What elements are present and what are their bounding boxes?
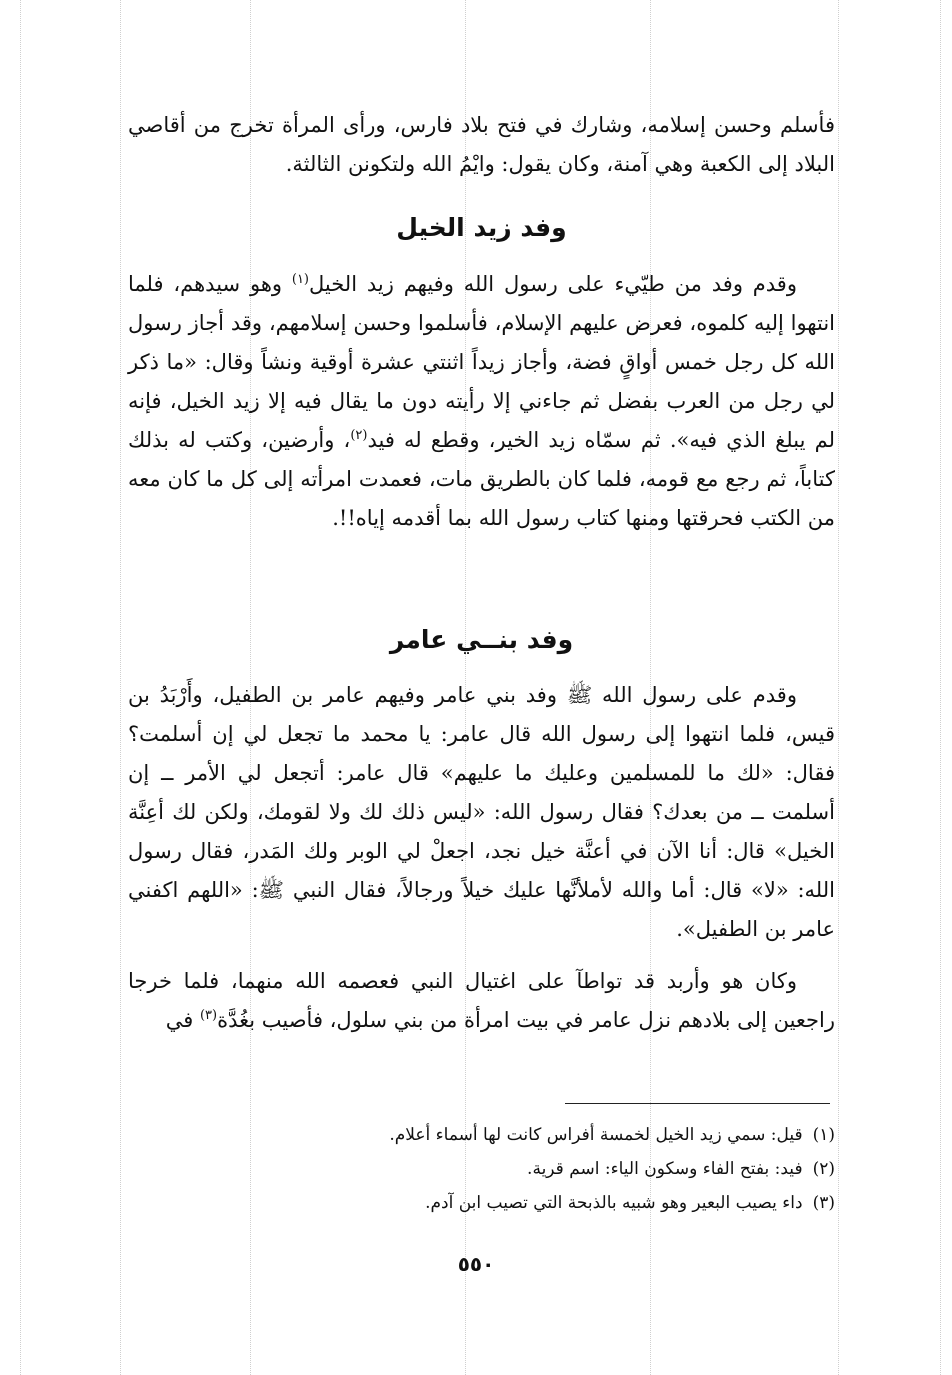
section2-text-b: في bbox=[165, 1008, 200, 1032]
dotted-guide-line bbox=[838, 0, 839, 1375]
dotted-guide-line bbox=[940, 0, 941, 1375]
footnote-ref-2: (٢) bbox=[350, 428, 368, 443]
footnote-3 bbox=[128, 1186, 835, 1220]
dotted-guide-line bbox=[120, 0, 121, 1375]
footnote-separator bbox=[565, 1103, 830, 1104]
footnote-1 bbox=[128, 1118, 835, 1152]
dotted-guide-line bbox=[20, 0, 21, 1375]
section1-paragraph bbox=[128, 265, 835, 538]
page-number: ٥٥٠ bbox=[457, 1252, 495, 1276]
section1-body bbox=[128, 265, 835, 538]
footnote-number: (٣) bbox=[812, 1193, 835, 1213]
footnote-ref-1: (١) bbox=[291, 272, 309, 287]
intro-paragraph: فأسلم وحسن إسلامه، وشارك في فتح بلاد فارس، ورأى المرأة تخرج من أقاصي البلاد إلى الكعبة وهي آمنة، وكان يقول: وايْمُ الله ولتكونن الثالثة. bbox=[128, 113, 835, 176]
footnotes bbox=[128, 1118, 835, 1220]
section1-text-a: وقدم وفد من طيّيء على رسول الله وفيهم زيد الخيل bbox=[309, 272, 797, 296]
footnote-text: قيل: سمي زيد الخيل لخمسة أفراس كانت لها أسماء أعلام. bbox=[389, 1125, 803, 1145]
footnote-number: (٢) bbox=[812, 1159, 835, 1179]
section1-text-b: وهو سيدهم، فلما انتهوا إليه كلموه، فعرض عليهم الإسلام، فأسلموا وحسن إسلامهم، وقد أجاز رسول الله كل رجل خمس أواقٍ فضة، وأجاز زيداً اثنتي عشرة أوقية ونشاً وقال: «ما ذكر لي رجل من العرب بفضل ثم جاءني إلا رأيته دون ما يقال فيه إلا زيد الخيل، فإنه لم يبلغ الذي فيه». ثم سمّاه زيد الخير، وقطع له فيد bbox=[128, 272, 835, 452]
section2-paragraph-2 bbox=[128, 962, 835, 1040]
footnote-text: فيد: بفتح الفاء وسكون الياء: اسم قرية. bbox=[527, 1159, 803, 1179]
footnote-ref-3: (٣) bbox=[199, 1008, 218, 1023]
section-heading-zaid-al-khayl: وفد زيد الخيل bbox=[396, 213, 567, 242]
section1-text-c: ، وأرضين، وكتب له بذلك كتاباً، ثم رجع مع قومه، فلما كان بالطريق مات، فعمدت امرأته إلى كل ما كان معه من الكتب فحرقتها ومنها كتاب رسول الله بما أقدمه إياه!!. bbox=[128, 428, 835, 530]
footnote-number: (١) bbox=[812, 1125, 835, 1145]
intro-paragraph-block bbox=[128, 106, 835, 184]
footnote-2 bbox=[128, 1152, 835, 1186]
footnote-text: داء يصيب البعير وهو شبيه بالذبحة التي تصيب ابن آدم. bbox=[425, 1193, 803, 1213]
section2-paragraph-1: وقدم على رسول الله ﷺ وفد بني عامر وفيهم عامر بن الطفيل، وأَرْبَدُ بن قيس، فلما انتهوا إلى رسول الله قال عامر: يا محمد ما تجعل لي إن أسلمت؟ فقال: «لك ما للمسلمين وعليك ما عليهم» قال عامر: أتجعل لي الأمر ــ إن أسلمت ــ من بعدك؟ فقال رسول الله: «ليس ذلك لك ولا لقومك، ولكن لك أعِنَّة الخيل» قال: أنا الآن في أعنَّة خيل نجد، اجعلْ لي الوبر ولك المَدر، فقال رسول الله: «لا» قال: أما والله لأملأنَّها عليك خيلاً ورجالاً، فقال النبي ﷺ: «اللهم اكفني عامر بن الطفيل». bbox=[128, 683, 835, 941]
section2-body bbox=[128, 676, 835, 1040]
section-heading-bani-amer: وفد بنــي عامر bbox=[389, 625, 574, 654]
section2-text-a: وكان هو وأربد قد تواطآ على اغتيال النبي فعصمه الله منهما، فلما خرجا راجعين إلى بلادهم نزل عامر في بيت امرأة من بني سلول، فأصيب بغُدَّة bbox=[128, 969, 835, 1032]
